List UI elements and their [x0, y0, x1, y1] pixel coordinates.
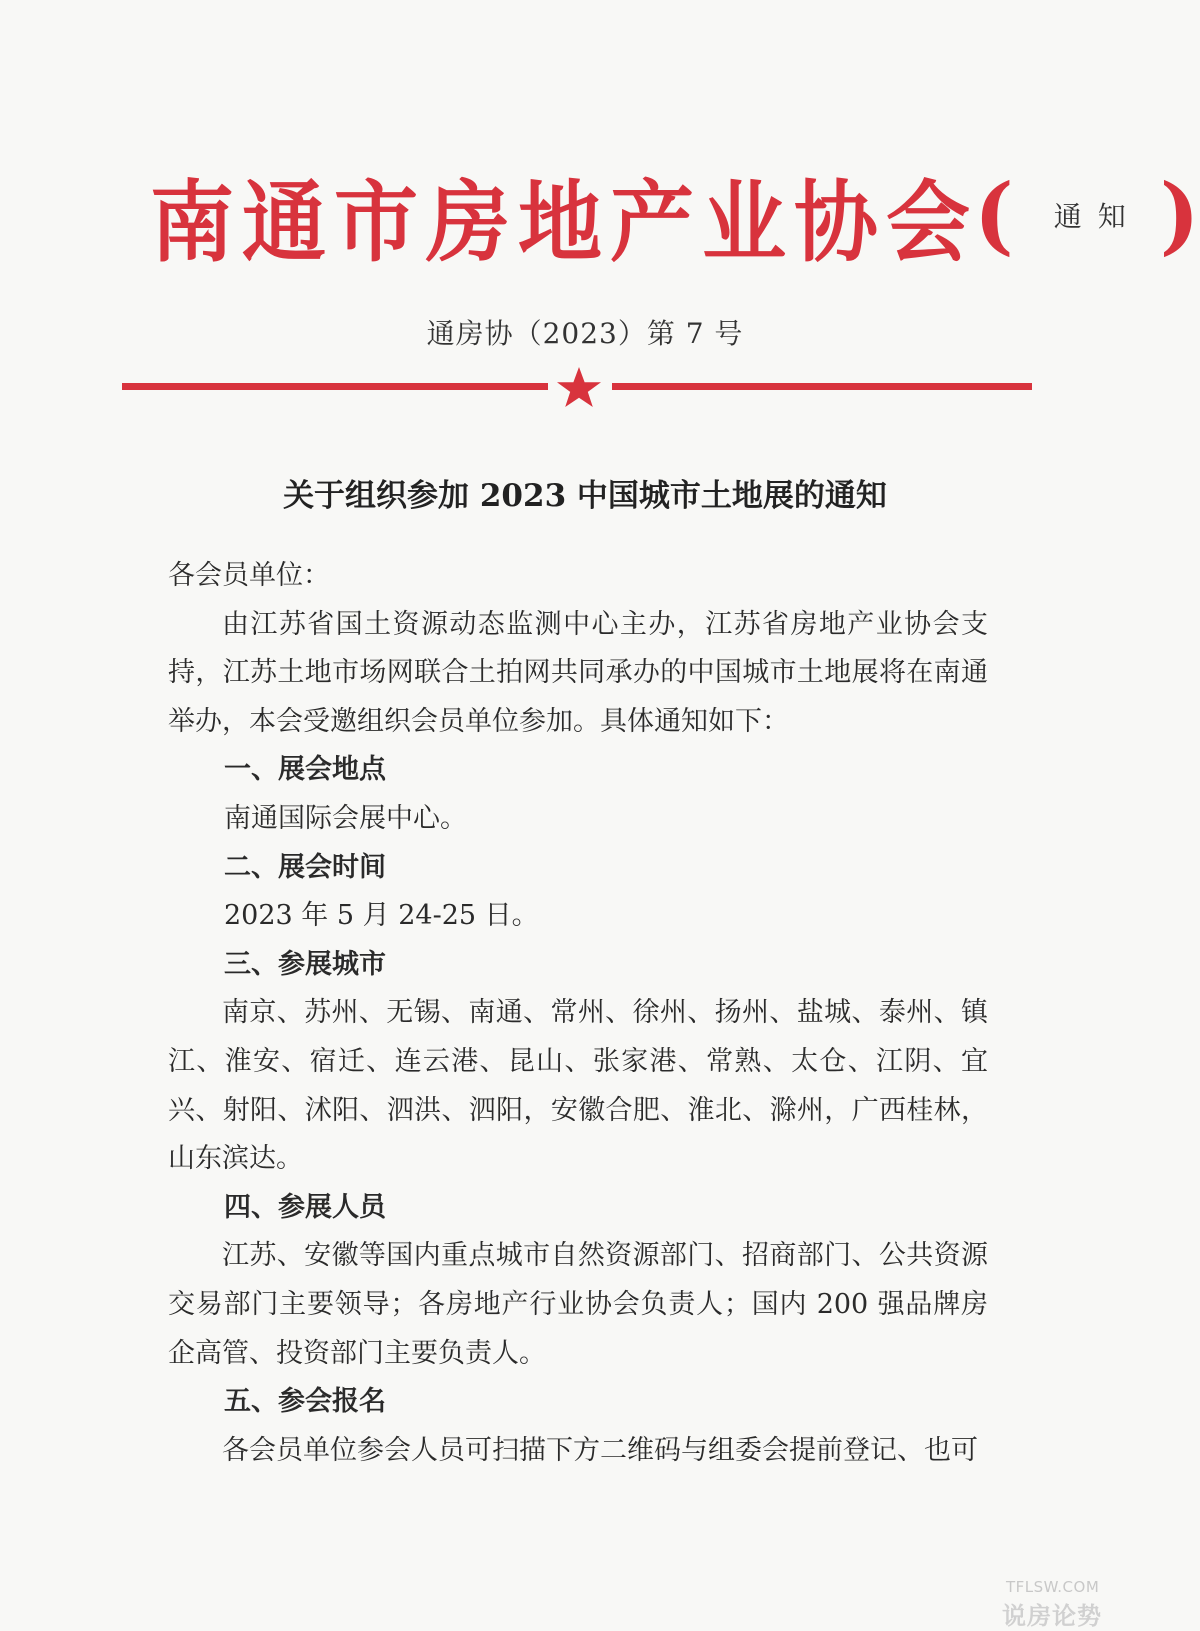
section-text: 南通国际会展中心。 — [224, 802, 467, 834]
red-rule-right — [612, 383, 1032, 390]
watermark-brand: 说房论势 — [1002, 1602, 1102, 1630]
section-heading: 二、展会时间 — [224, 851, 386, 883]
paren-open: ( — [974, 165, 1014, 264]
section-text: 江苏、安徽等国内重点城市自然资源部门、招商部门、公共资源交易部门主要领导；各房地产行业协会负责人；国内 200 强品牌房企高管、投资部门主要负责人。 — [168, 1240, 988, 1369]
intro-paragraph: 由江苏省国土资源动态监测中心主办，江苏省房地产业协会支持，江苏土地市场网联合土拍网共同承办的中国城市土地展将在南通举办，本会受邀组织会员单位参加。具体通知如下： — [168, 608, 988, 737]
star-icon — [556, 366, 602, 408]
notice-title: 关于组织参加 2023 中国城市土地展的通知 — [283, 478, 887, 514]
section-heading: 五、参会报名 — [224, 1386, 386, 1418]
salutation: 各会员单位： — [168, 560, 330, 591]
section-text: 2023 年 5 月 24-25 日。 — [224, 900, 539, 932]
section-heading: 一、展会地点 — [224, 754, 386, 786]
watermark-site: TFLSW.COM — [1006, 1578, 1100, 1596]
org-name: 南通市房地产业协会 — [150, 169, 979, 274]
red-rule-left — [122, 383, 548, 390]
section-text: 南京、苏州、无锡、南通、常州、徐州、扬州、盐城、泰州、镇江、淮安、宿迁、连云港、昆山、张家港、常熟、太仓、江阴、宜兴、射阳、沭阳、泗洪、泗阳，安徽合肥、淮北、滁州，广西桂林，山东滨达。 — [168, 997, 988, 1175]
section-heading: 四、参展人员 — [224, 1191, 386, 1223]
section-heading: 三、参展城市 — [224, 948, 386, 980]
paren-close: ) — [1159, 165, 1200, 264]
notice-body — [168, 552, 988, 1475]
section-text: 各会员单位参会人员可扫描下方二维码与组委会提前登记、也可 — [222, 1434, 978, 1466]
doc-number: 通房协（2023）第 7 号 — [426, 317, 744, 350]
letterhead — [150, 160, 1200, 274]
doc-type: 通知 — [1053, 200, 1142, 233]
